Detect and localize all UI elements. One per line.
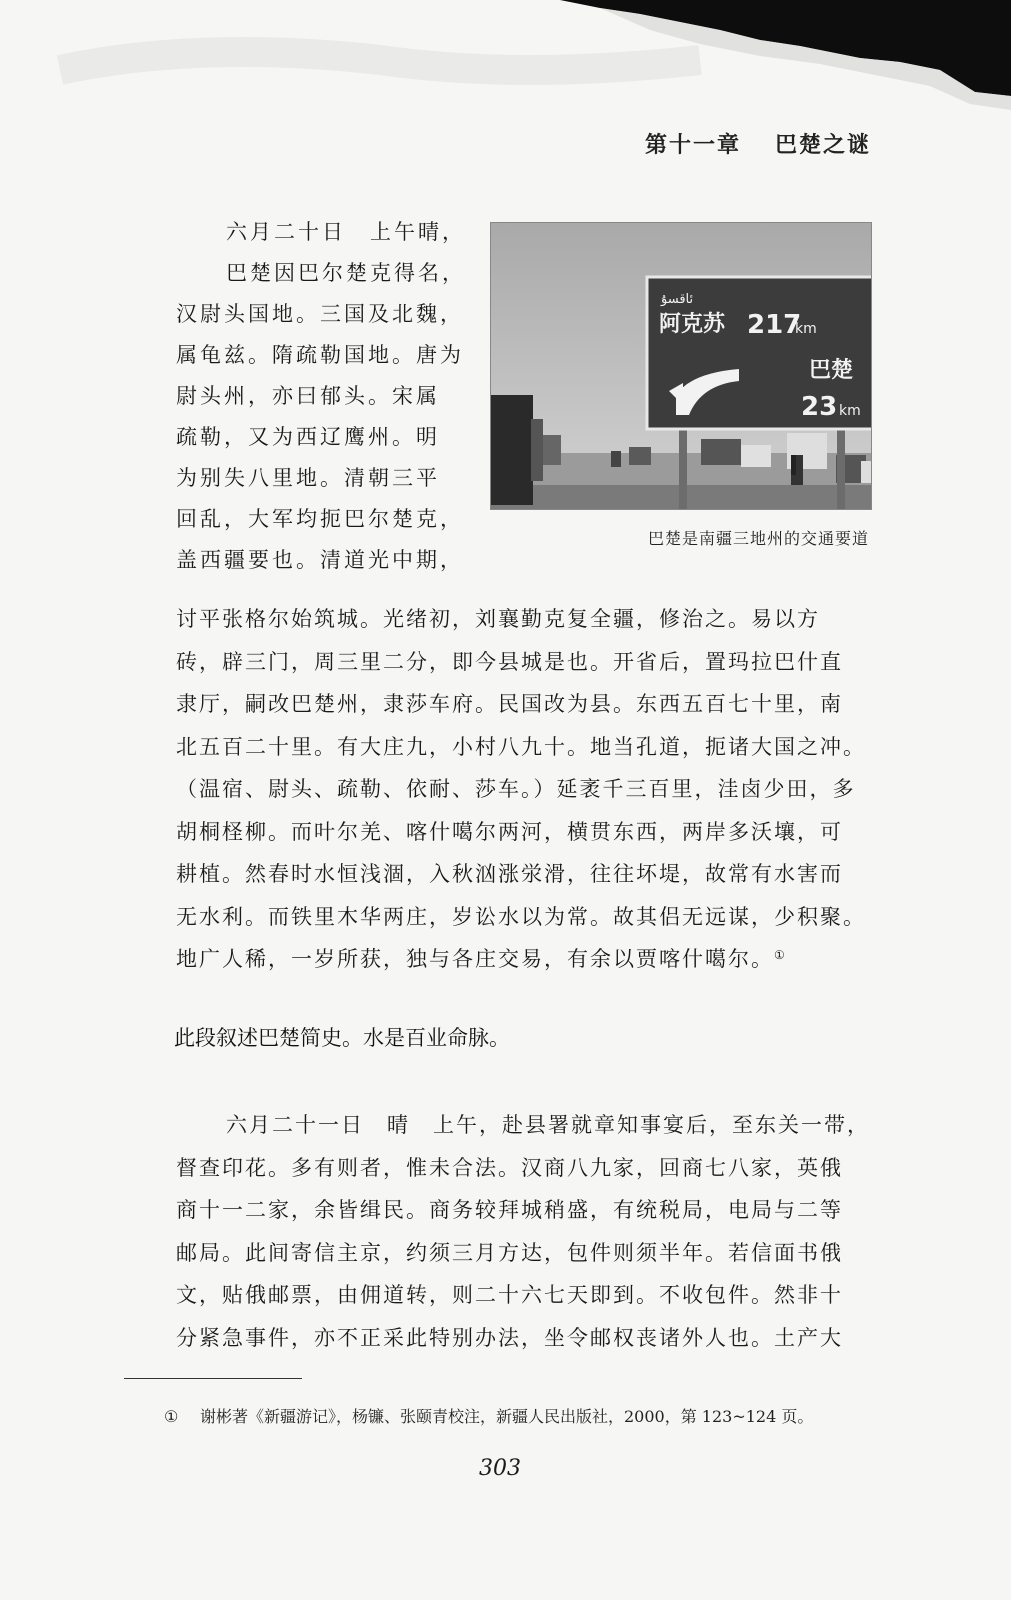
footnote-mark: ① [164,1407,179,1426]
text-line: 文，贴俄邮票，由佣道转，则二十六七天即到。不收包件。然非十 [176,1283,843,1307]
page-number: 303 [479,1456,521,1481]
footnote [164,1404,813,1427]
sign-unit-1: km [795,321,817,337]
text-line: （温宿、尉头、疏勒、依耐、莎车。）延袤千三百里，洼卤少田，多 [176,777,856,801]
text-line-last [176,938,876,981]
text-line: 商十一二家，余皆缉民。商务较拜城稍盛，有统税局，电局与二等 [176,1198,843,1222]
sign-destination-2: 巴楚 [809,358,854,383]
sign-unit-2: km [839,403,861,419]
running-header [645,128,871,159]
text-line: 疏勒，又为西辽鹰州。明 [176,425,440,449]
author-commentary: 此段叙述巴楚简史。水是百业命脉。 [174,1026,510,1050]
footnote-text: 谢彬著《新疆游记》，杨镰、张颐青校注，新疆人民出版社，2000，第 123~124 页。 [200,1407,814,1426]
chapter-title: 巴楚之谜 [774,132,871,158]
paragraph-2 [176,1104,876,1359]
text-line: 督查印花。多有则者，惟未合法。汉商八九家，回商七八家，英俄 [176,1155,843,1180]
text-line: 为别失八里地。清朝三平 [176,466,440,490]
text-line: 地广人稀，一岁所获，独与各庄交易，有余以贾喀什噶尔。 [176,947,774,971]
text-line: 胡桐柽柳。而叶尔羌、喀什噶尔两河，横贯东西，两岸多沃壤，可 [176,819,843,844]
scan-torn-edge [0,0,1011,140]
text-line: 回乱，大军均扼巴尔楚克， [176,507,464,531]
paragraph-1-wrapped [176,212,466,581]
text-line: 属龟兹。隋疏勒国地。唐为 [176,343,464,367]
paragraph-1-continued [176,598,876,981]
text-line: 隶厅，嗣改巴楚州，隶莎车府。民国改为县。东西五百七十里，南 [176,692,843,716]
footnote-divider [124,1378,302,1379]
text-line: 汉尉头国地。三国及北魏， [176,302,464,326]
text-line: 北五百二十里。有大庄九，小村八九十。地当孔道，扼诸大国之冲。 [176,734,866,759]
text-line: 盖西疆要也。清道光中期， [176,548,464,572]
photo-caption: 巴楚是南疆三地州的交通要道 [647,529,869,548]
sign-distance-2: 23 [801,392,838,422]
sign-distance-1: 217 [747,310,802,340]
sign-uyghur-text: ئاقسۇ [661,292,694,307]
text-line: 尉头州，亦曰郁头。宋属 [176,384,440,408]
text-line: 邮局。此间寄信主京，约须三月方达，包件则须半年。若信面书俄 [176,1240,843,1265]
text-line: 耕植。然春时水恒浅涸，入秋汹涨泶滑，往往坏堤，故常有水害而 [176,862,843,886]
text-line: 讨平张格尔始筑城。光绪初，刘襄勤克复全疆，修治之。易以方 [176,607,820,631]
road-sign-photo [490,222,872,510]
text-line: 六月二十日 上午晴， [226,220,466,244]
text-line: 巴楚因巴尔楚克得名， [226,261,466,285]
sign-destination-1: 阿克苏 [659,312,726,337]
text-line: 砖，辟三门，周三里二分，即今县城是也。开省后，置玛拉巴什直 [176,649,843,674]
text-line: 分紧急事件，亦不正采此特别办法，坐令邮权丧诸外人也。土产大 [176,1325,843,1350]
text-line: 无水利。而铁里木华两庄，岁讼水以为常。故其侣无远谋，少积聚。 [176,904,866,929]
footnote-reference: ① [774,948,787,962]
chapter-number: 第十一章 [644,132,741,158]
text-line: 六月二十一日 晴 上午，赴县署就章知事宴后，至东关一带， [226,1113,870,1137]
